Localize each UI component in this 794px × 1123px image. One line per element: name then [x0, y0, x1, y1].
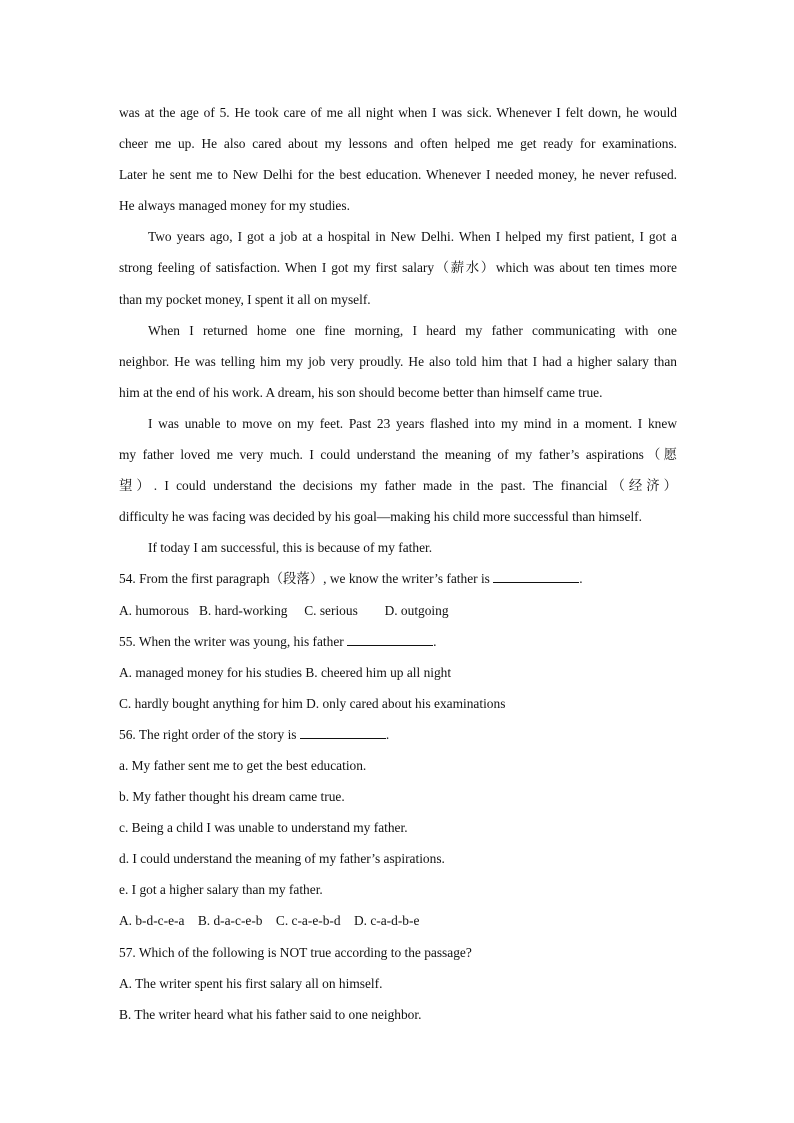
- list-item: a. My father sent me to get the best education.: [119, 757, 367, 773]
- text-line: was at the age of 5. He took care of me all night when I was sick. Whenever I felt down, he would: [119, 105, 677, 120]
- text-line: strong feeling of satisfaction. When I got my first salary（薪水）which was about ten times more: [119, 260, 677, 276]
- paragraph-4: [119, 408, 677, 532]
- text-line: than my pocket money, I spent it all on myself.: [119, 291, 371, 307]
- paragraph-5: [119, 532, 677, 563]
- paragraph-2: [119, 221, 677, 314]
- answer-blank[interactable]: [300, 726, 386, 739]
- answer-blank[interactable]: [347, 633, 433, 646]
- text-line: If today I am successful, this is because of my father.: [148, 540, 433, 556]
- list-item: c. Being a child I was unable to understand my father.: [119, 820, 408, 836]
- text-line: He always managed money for my studies.: [119, 198, 350, 214]
- question-57: [119, 937, 677, 1030]
- answer-option: A. The writer spent his first salary all on himself.: [119, 975, 383, 991]
- list-item: e. I got a higher salary than my father.: [119, 882, 323, 898]
- question-54: [119, 563, 677, 625]
- text-line: I was unable to move on my feet. Past 23 years flashed into my mind in a moment. I knew: [148, 415, 677, 431]
- stem-end: .: [579, 571, 583, 587]
- text-line: Later he sent me to New Delhi for the best education. Whenever I needed money, he never refused.: [119, 167, 677, 183]
- stem-end: .: [385, 726, 390, 742]
- question-stem: 56. The right order of the story is: [119, 726, 297, 742]
- stem-end: .: [433, 633, 437, 649]
- text-line: him at the end of his work. A dream, his son should become better than himself came true.: [119, 384, 603, 400]
- text-line: cheer me up. He also cared about my lessons and often helped me get ready for examinations.: [119, 136, 677, 152]
- answer-options: A. b-d-c-e-a B. d-a-c-e-b C. c-a-e-b-d D. c-a-d-b-e: [119, 913, 420, 929]
- answer-option: B. The writer heard what his father said to one neighbor.: [119, 1006, 422, 1022]
- text-line: difficulty he was facing was decided by his goal—making his child more successful than himself.: [119, 509, 642, 525]
- paragraph-3: [119, 315, 677, 408]
- text-line: 望）. I could understand the decisions my father made in the past. The financial（经济）: [119, 478, 677, 494]
- question-stem: 55. When the writer was young, his father: [119, 633, 344, 649]
- answer-options: C. hardly bought anything for him D. only cared about his examinations: [119, 695, 506, 711]
- text-line: my father loved me very much. I could understand the meaning of my father’s aspirations（愿: [119, 447, 677, 463]
- text-line: When I returned home one fine morning, I heard my father communicating with one: [148, 322, 677, 338]
- question-56: [119, 719, 677, 937]
- answer-options: A. humorous B. hard-working C. serious D. outgoing: [119, 602, 449, 618]
- document-page: [119, 97, 677, 1030]
- text-line: Two years ago, I got a job at a hospital in New Delhi. When I helped my first patient, I got a: [148, 229, 677, 245]
- question-55: [119, 626, 677, 719]
- answer-options: A. managed money for his studies B. cheered him up all night: [119, 664, 452, 680]
- answer-blank[interactable]: [493, 570, 579, 583]
- question-stem: 54. From the first paragraph（段落）, we know the writer’s father is: [119, 571, 490, 587]
- list-item: d. I could understand the meaning of my father’s aspirations.: [119, 851, 445, 867]
- text-line: neighbor. He was telling him my job very proudly. He also told him that I had a higher salary than: [119, 353, 677, 369]
- list-item: b. My father thought his dream came true.: [119, 789, 345, 805]
- paragraph-1: [119, 97, 677, 221]
- question-stem: 57. Which of the following is NOT true according to the passage?: [119, 944, 472, 960]
